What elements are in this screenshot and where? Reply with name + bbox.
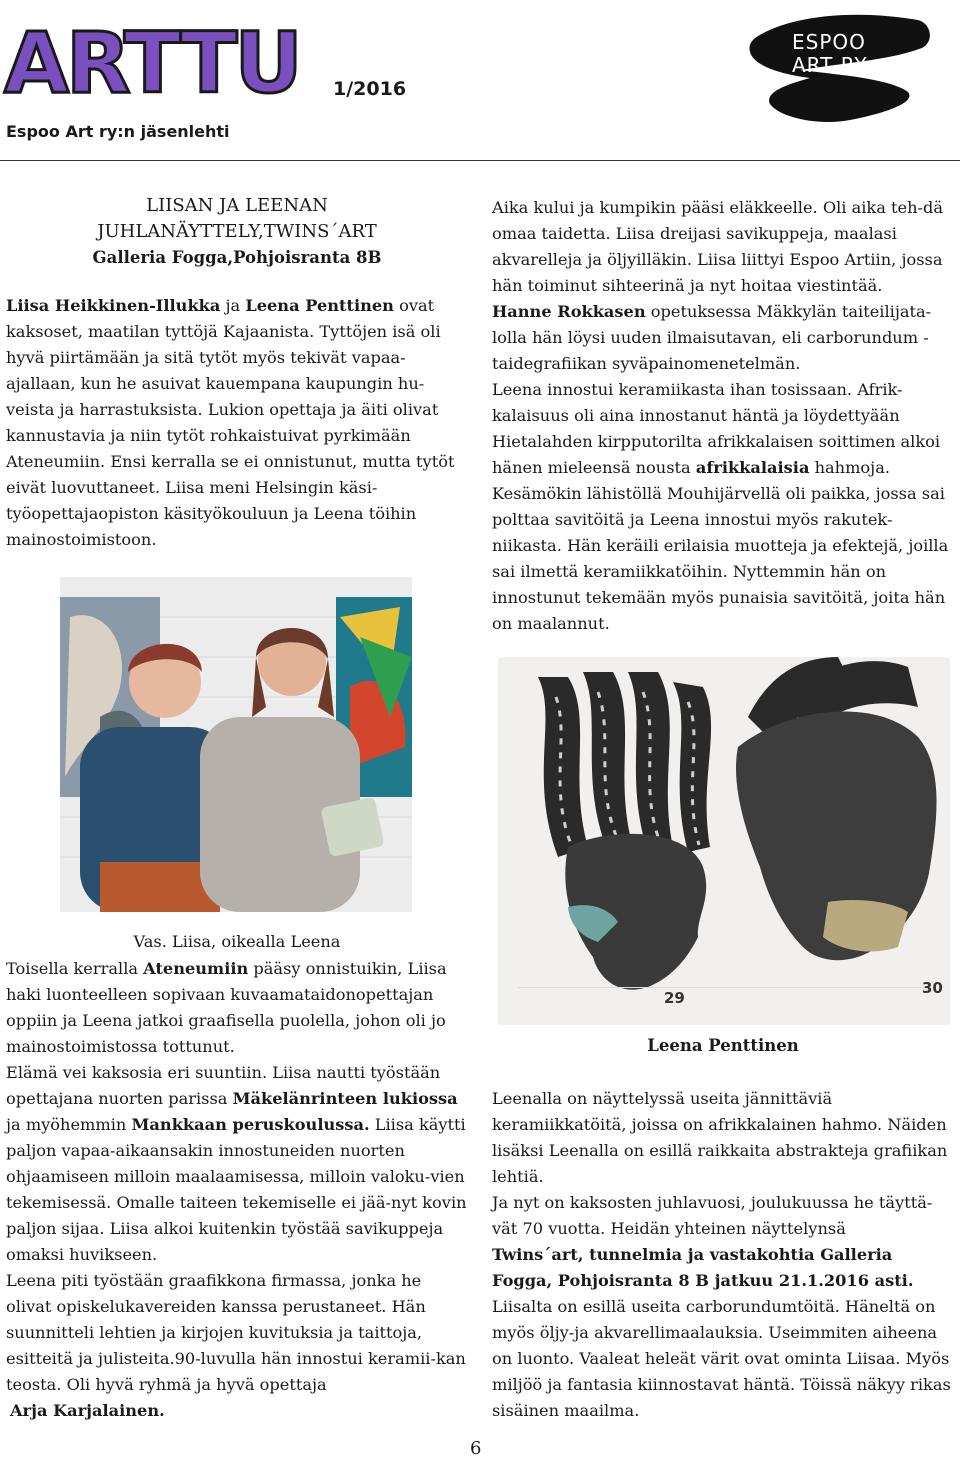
paragraph-ateneum: Toisella kerralla Ateneumiin pääsy onnistuikin, Liisa haki luonteelleen sopivaan kuvaamataidonopettajan oppiin ja Leena jatkoi graafisella puolella, johon oli jo mainostoimistossa tottunut. — [6, 959, 447, 1056]
paragraph-intro: Liisa Heikkinen-Illukka ja Leena Penttinen ovat kaksoset, maatilan tyttöjä Kajaanista. Tyttöjen isä oli hyvä piirtämään ja sitä tytöt myös tekivät vapaa-ajallaan, kun he asuivat kauempana kaupungin hu-veista ja harrastuksista. Lukion opettaja ja äiti olivat kannustavia ja niin tytöt rohkaistuivat pyrkimään Ateneumiin. Ensi kerralla se ei onnistunut, mutta tytöt eivät luovuttaneet. Liisa meni Helsingin käsi-työopettajaopiston käsityökouluun ja Leena töihin mainostoimistoon. — [6, 296, 455, 549]
left-column-bottom — [6, 956, 468, 1424]
paragraph-leena-career: Leena piti työstään graafikkona firmassa, jonka he olivat opiskelukavereiden kanssa perustaneet. Hän suunnitteli lehtien ja kirjojen kuvituksia ja taittoja, esitteitä ja julisteita.90-luvulla hän innostui keramii-kan teosta. Oli hyvä ryhmä ja hyvä opettaja Arja Karjalainen. — [6, 1271, 466, 1420]
paragraph-leena-works: Leenalla on näyttelyssä useita jännittäviä keramiikkatöitä, joissa on afrikkalainen hahmo. Näiden lisäksi Leenalla on esillä raikkaita abstrakteja grafiikan lehtiä. — [492, 1089, 948, 1186]
header-divider — [0, 160, 960, 161]
photo-caption: Vas. Liisa, oikealla Leena — [133, 932, 341, 951]
org-logo-line1: ESPOO — [792, 30, 866, 54]
page-number: 6 — [470, 1438, 482, 1459]
article-title-line2: JUHLANÄYTTELY,TWINS´ART — [97, 221, 377, 242]
right-column-bottom — [492, 1086, 954, 1424]
tagline: Espoo Art ry:n jäsenlehti — [6, 122, 230, 141]
paragraph-liisa-career: Elämä vei kaksosia eri suuntiin. Liisa nautti työstään opettajana nuorten parissa Mäkelänrinteen lukiossa ja myöhemmin Mankkaan peruskoulussa. Liisa käytti paljon vapaa-aikaansakin innostuneiden nuorten ohjaamiseen milloin maalaamisessa, milloin valoku-vien tekemisessä. Omalle taiteen tekemiselle ei jää-nyt kovin paljon sijaa. Liisa alkoi kuitenkin työstää savikuppeja omaksi huvikseen. — [6, 1063, 467, 1264]
mask-label-29: 29 — [664, 989, 685, 1007]
paragraph-anniversary: Ja nyt on kaksosten juhlavuosi, joulukuussa he täyttä-vät 70 vuotta. Heidän yhteinen näyttelynsä Twins´art, tunnelmia ja vastakohtia Galleria Fogga, Pohjoisranta 8 B jatkuu 21.1.2016 asti. — [492, 1193, 933, 1290]
issue-number: 1/2016 — [333, 78, 407, 100]
photo-twins — [60, 577, 412, 912]
photo-ceramic-masks — [498, 657, 950, 1025]
mask-label-30: 30 — [922, 979, 943, 997]
article-title-line1: LIISAN JA LEENAN — [146, 195, 328, 216]
paragraph-ceramics: Leena innostui keramiikasta ihan tosissaan. Afrik-kalaisuus oli aina innostanut häntä ja löydettyään Hietalahden kirpputorilta afrikkalaisen soittimen alkoi hänen mieleensä nousta afrikkalaisia hahmoja. Kesämökin lähistöllä Mouhijärvellä oli paikka, jossa sai polttaa savitöitä ja Leena innostui myös rakutek-niikasta. Hän keräili erilaisia muotteja ja efektejä, joilla sai ilmettä keramiikkatöihin. Nyttemmin hän on innostunut tekemään myös punaisia savitöitä, joita hän on maalannut. — [492, 380, 949, 633]
masks-caption: Leena Penttinen — [647, 1036, 799, 1055]
name-liisa: Liisa Heikkinen-Illukka — [6, 296, 221, 315]
arttu-logo: ARTTU — [4, 14, 300, 112]
left-column-top — [6, 193, 468, 553]
espoo-art-logo — [740, 8, 940, 128]
paragraph-retirement: Aika kului ja kumpikin pääsi eläkkeelle. Oli aika teh-dä omaa taidetta. Liisa dreijasi savikuppeja, maalasi akvarelleja ja öljyilläkin. Liisa liittyi Espoo Artiin, jossa hän toiminut sihteerinä ja nyt hoitaa viestintää. — [492, 198, 944, 295]
paragraph-carborundum: Hanne Rokkasen opetuksessa Mäkkylän taiteilijata-lolla hän löysi uuden ilmaisutavan, eli carborundum - taidegrafiikan syväpainomenetelmän. — [492, 302, 932, 373]
org-logo-line2: ART RY — [792, 53, 868, 77]
article-title-line3: Galleria Fogga,Pohjoisranta 8B — [92, 248, 382, 267]
right-column-top — [492, 195, 954, 637]
paragraph-liisa-works: Liisalta on esillä useita carborundumtöitä. Häneltä on myös öljy-ja akvarellimaalauksia. Useimmiten aiheena on luonto. Vaaleat heleät värit ovat ominta Liisaa. Myös miljöö ja fantasia kiinnostavat häntä. Töissä näkyy rikas sisäinen maailma. — [492, 1297, 951, 1420]
name-leena: Leena Penttinen — [245, 296, 394, 315]
